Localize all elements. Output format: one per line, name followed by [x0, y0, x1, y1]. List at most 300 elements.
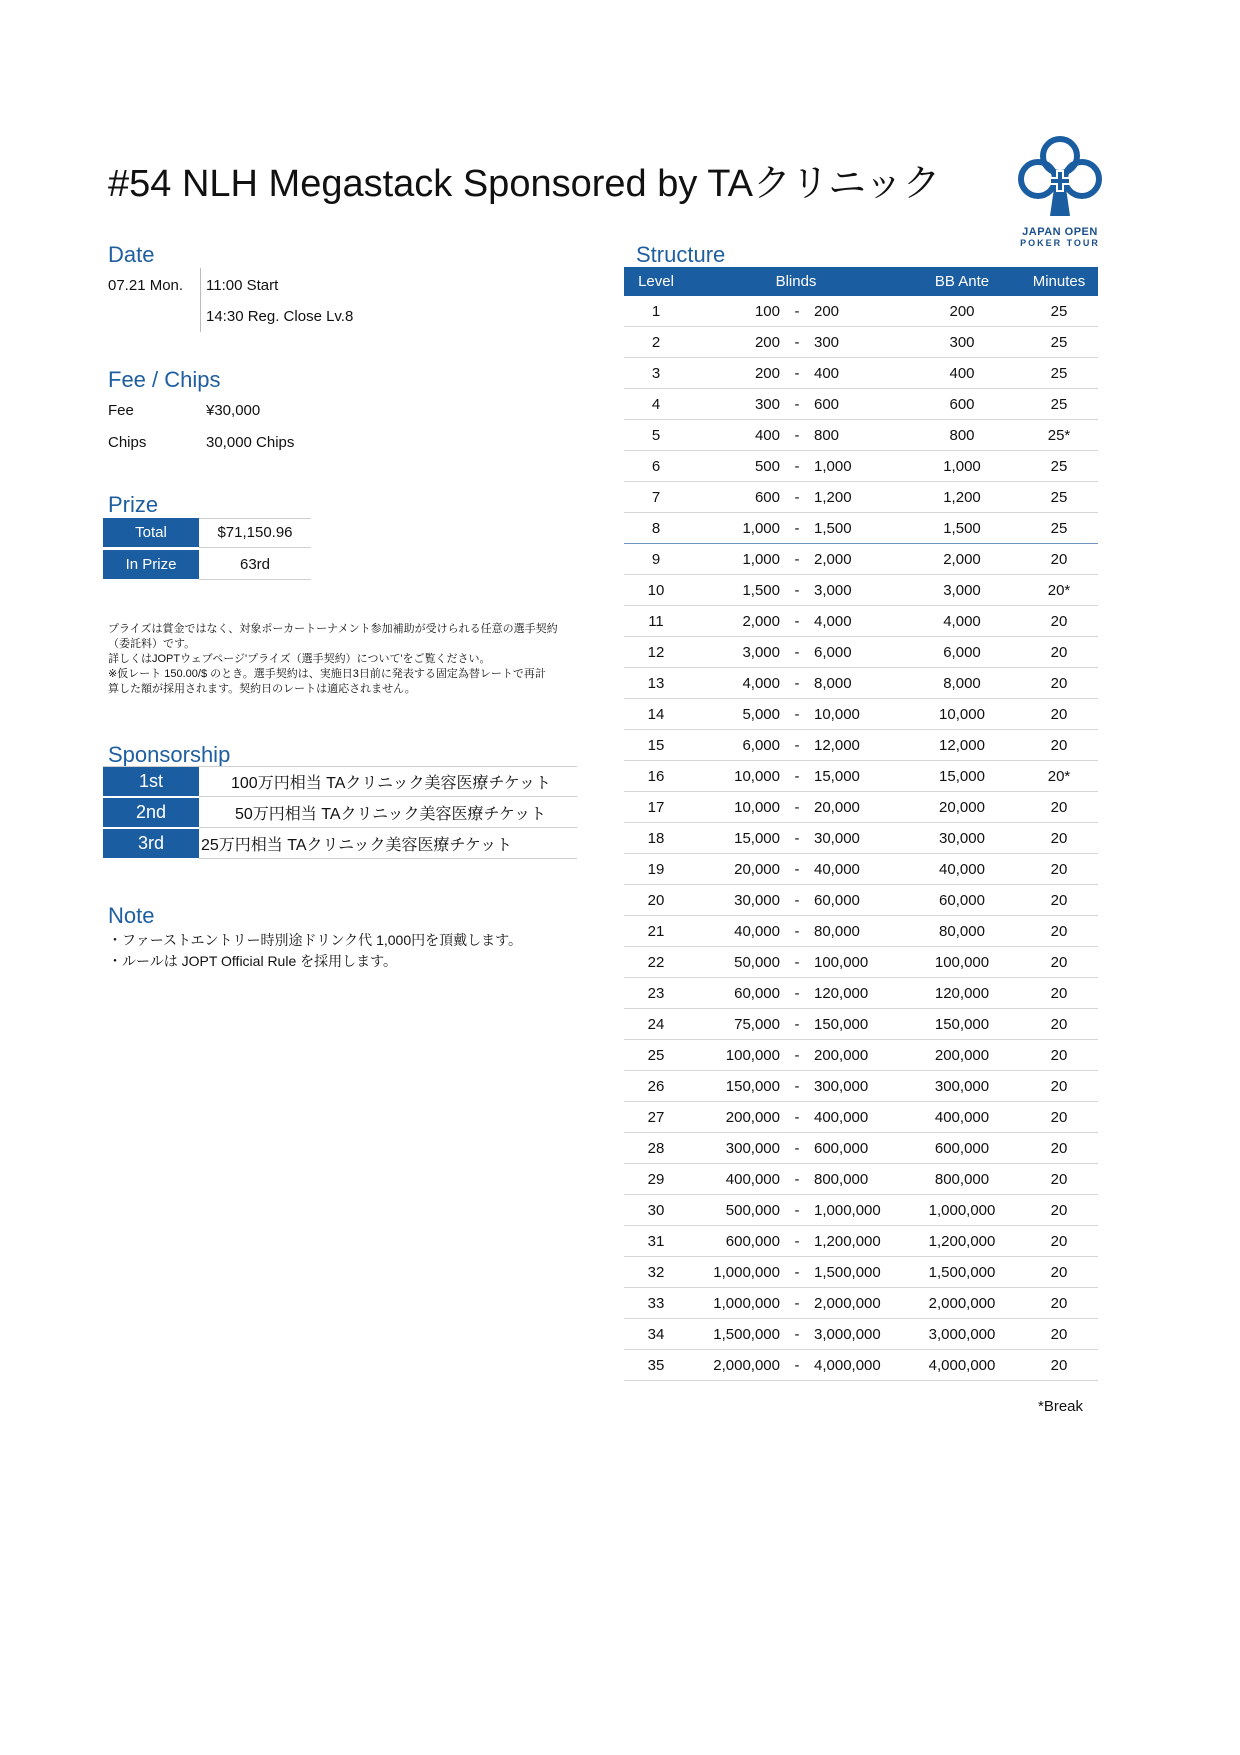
bb-ante-cell: 400,000: [934, 1108, 990, 1126]
big-blind: 60,000: [814, 891, 860, 909]
blinds-dash: -: [794, 1077, 800, 1095]
level-cell: 35: [647, 1356, 665, 1374]
header-minutes: Minutes: [1032, 273, 1086, 290]
level-cell: 25: [647, 1046, 665, 1064]
structure-row: [624, 1071, 1098, 1102]
small-blind: 4,000: [742, 674, 780, 692]
big-blind: 6,000: [814, 643, 852, 661]
blinds-cell: [688, 737, 904, 754]
minutes-cell: 20: [1050, 1170, 1068, 1188]
blinds-dash: -: [794, 829, 800, 847]
note-heading: Note: [108, 903, 155, 928]
minutes-cell: 20: [1050, 736, 1068, 754]
sponsorship-row: [103, 767, 577, 797]
small-blind: 20,000: [734, 860, 780, 878]
minutes-cell: 20: [1050, 1108, 1068, 1126]
structure-row: [624, 451, 1098, 482]
level-cell: 33: [647, 1294, 665, 1312]
blinds-cell: [688, 1202, 904, 1219]
header-level: Level: [638, 273, 674, 290]
minutes-cell: 20: [1050, 1325, 1068, 1343]
structure-row: [624, 327, 1098, 358]
prize-note-line: （委託料）です。: [108, 638, 196, 650]
minutes-cell: 20*: [1047, 581, 1071, 599]
bb-ante-cell: 4,000,000: [928, 1356, 996, 1374]
blinds-cell: [688, 1264, 904, 1281]
big-blind: 15,000: [814, 767, 860, 785]
blinds-cell: [688, 396, 904, 413]
blinds-dash: -: [794, 1294, 800, 1312]
blinds-cell: [688, 1233, 904, 1250]
blinds-dash: -: [794, 705, 800, 723]
structure-header-row: [624, 267, 1098, 296]
small-blind: 5,000: [742, 705, 780, 723]
blinds-dash: -: [794, 395, 800, 413]
small-blind: 2,000,000: [713, 1356, 780, 1374]
big-blind: 80,000: [814, 922, 860, 940]
blinds-dash: -: [794, 1015, 800, 1033]
blinds-cell: [688, 1109, 904, 1126]
blinds-cell: [688, 520, 904, 537]
bb-ante-cell: 30,000: [939, 829, 985, 847]
level-cell: 30: [647, 1201, 665, 1219]
blinds-dash: -: [794, 984, 800, 1002]
level-cell: 28: [647, 1139, 665, 1157]
minutes-cell: 20: [1050, 953, 1068, 971]
level-cell: 8: [651, 519, 661, 537]
big-blind: 100,000: [814, 953, 869, 971]
structure-row: [624, 1257, 1098, 1288]
bb-ante-cell: 8,000: [943, 674, 981, 692]
sponsorship-place: 3rd: [103, 829, 199, 859]
blinds-dash: -: [794, 364, 800, 382]
bb-ante-cell: 200,000: [934, 1046, 990, 1064]
prize-note: [108, 622, 558, 697]
minutes-cell: 20: [1050, 1294, 1068, 1312]
level-cell: 5: [651, 426, 661, 444]
break-note: *Break: [1038, 1398, 1084, 1415]
minutes-cell: 20: [1050, 1046, 1068, 1064]
big-blind: 200,000: [814, 1046, 869, 1064]
minutes-cell: 25: [1050, 519, 1068, 537]
small-blind: 300: [754, 395, 780, 413]
big-blind: 300,000: [814, 1077, 869, 1095]
small-blind: 200: [754, 333, 780, 351]
big-blind: 4,000: [814, 612, 852, 630]
small-blind: 300,000: [725, 1139, 780, 1157]
big-blind: 400: [814, 364, 840, 382]
level-cell: 6: [651, 457, 661, 475]
blinds-dash: -: [794, 612, 800, 630]
blinds-dash: -: [794, 1108, 800, 1126]
small-blind: 500,000: [725, 1201, 780, 1219]
structure-row: [624, 668, 1098, 699]
level-cell: 27: [647, 1108, 665, 1126]
small-blind: 50,000: [734, 953, 780, 971]
header-blinds: Blinds: [775, 273, 817, 290]
small-blind: 1,000,000: [713, 1263, 780, 1281]
logo-line1: JAPAN OPEN: [1022, 226, 1098, 238]
big-blind: 600: [814, 395, 840, 413]
minutes-cell: 25: [1050, 364, 1068, 382]
bb-ante-cell: 800,000: [934, 1170, 990, 1188]
prize-note-line: 詳しくはJOPTウェブページ'プライズ（選手契約）について'をご覧ください。: [108, 653, 491, 665]
structure-row: [624, 606, 1098, 637]
minutes-cell: 20: [1050, 1263, 1068, 1281]
minutes-cell: 20: [1050, 1077, 1068, 1095]
bb-ante-cell: 1,000,000: [928, 1201, 996, 1219]
minutes-cell: 20: [1050, 612, 1068, 630]
big-blind: 2,000,000: [814, 1294, 881, 1312]
minutes-cell: 20: [1050, 1139, 1068, 1157]
big-blind: 120,000: [814, 984, 869, 1002]
structure-row: [624, 358, 1098, 389]
prize-note-line: ※仮レート 150.00/$ のとき。選手契約は、実施日3日前に発表する固定為替レートで再計: [108, 668, 546, 680]
bb-ante-cell: 20,000: [939, 798, 985, 816]
blinds-cell: [688, 365, 904, 382]
sponsorship-prize: 100万円相当 TAクリニック美容医療チケット: [199, 767, 577, 797]
big-blind: 2,000: [814, 550, 852, 568]
big-blind: 10,000: [814, 705, 860, 723]
prize-row-total: [103, 518, 311, 548]
structure-row: [624, 792, 1098, 823]
blinds-dash: -: [794, 674, 800, 692]
structure-row: [624, 978, 1098, 1009]
small-blind: 10,000: [734, 767, 780, 785]
bb-ante-cell: 300: [949, 333, 975, 351]
level-cell: 32: [647, 1263, 665, 1281]
level-cell: 1: [651, 302, 661, 320]
structure-heading: Structure: [636, 242, 726, 267]
blinds-cell: [688, 799, 904, 816]
sponsorship-table: [103, 766, 577, 860]
big-blind: 1,000,000: [814, 1201, 881, 1219]
big-blind: 300: [814, 333, 840, 351]
big-blind: 20,000: [814, 798, 860, 816]
level-cell: 12: [647, 643, 665, 661]
blinds-cell: [688, 613, 904, 630]
small-blind: 400,000: [725, 1170, 780, 1188]
minutes-cell: 20: [1050, 829, 1068, 847]
minutes-cell: 20*: [1047, 767, 1071, 785]
blinds-dash: -: [794, 767, 800, 785]
small-blind: 6,000: [742, 736, 780, 754]
structure-row: [624, 1164, 1098, 1195]
blinds-cell: [688, 1078, 904, 1095]
bb-ante-cell: 4,000: [943, 612, 981, 630]
small-blind: 60,000: [734, 984, 780, 1002]
header-bb-ante: BB Ante: [934, 273, 990, 290]
big-blind: 3,000,000: [814, 1325, 881, 1343]
minutes-cell: 25: [1050, 457, 1068, 475]
blinds-dash: -: [794, 550, 800, 568]
minutes-cell: 20: [1050, 860, 1068, 878]
big-blind: 400,000: [814, 1108, 869, 1126]
level-cell: 20: [647, 891, 665, 909]
minutes-cell: 25: [1050, 488, 1068, 506]
big-blind: 800: [814, 426, 840, 444]
small-blind: 3,000: [742, 643, 780, 661]
sponsorship-row: [103, 798, 577, 828]
bb-ante-cell: 400: [949, 364, 975, 382]
minutes-cell: 20: [1050, 922, 1068, 940]
small-blind: 1,000: [742, 519, 780, 537]
blinds-cell: [688, 489, 904, 506]
level-cell: 29: [647, 1170, 665, 1188]
chips-label: Chips: [108, 434, 147, 451]
structure-row: [624, 1350, 1098, 1381]
minutes-cell: 20: [1050, 1015, 1068, 1033]
blinds-dash: -: [794, 302, 800, 320]
fee-heading: Fee / Chips: [108, 367, 221, 392]
prize-row-in-prize: [103, 550, 311, 580]
bb-ante-cell: 80,000: [939, 922, 985, 940]
bb-ante-cell: 100,000: [934, 953, 990, 971]
bb-ante-cell: 300,000: [934, 1077, 990, 1095]
reg-close: 14:30 Reg. Close Lv.8: [206, 308, 354, 325]
bb-ante-cell: 2,000: [943, 550, 981, 568]
level-cell: 19: [647, 860, 665, 878]
blinds-cell: [688, 892, 904, 909]
sponsorship-heading: Sponsorship: [108, 742, 231, 767]
blinds-cell: [688, 1047, 904, 1064]
blinds-dash: -: [794, 1201, 800, 1219]
blinds-cell: [688, 303, 904, 320]
sponsorship-prize: 50万円相当 TAクリニック美容医療チケット: [199, 798, 577, 828]
bb-ante-cell: 15,000: [939, 767, 985, 785]
structure-row: [624, 1288, 1098, 1319]
structure-row: [624, 420, 1098, 451]
bb-ante-cell: 200: [949, 302, 975, 320]
blinds-cell: [688, 1295, 904, 1312]
prize-note-line: プライズは賞金ではなく、対象ポーカートーナメント参加補助が受けられる任意の選手契約: [108, 623, 558, 635]
club-logo-icon: [1010, 136, 1110, 226]
small-blind: 10,000: [734, 798, 780, 816]
bb-ante-cell: 3,000: [943, 581, 981, 599]
small-blind: 1,500: [742, 581, 780, 599]
blinds-dash: -: [794, 1356, 800, 1374]
big-blind: 4,000,000: [814, 1356, 881, 1374]
blinds-cell: [688, 1357, 904, 1374]
bb-ante-cell: 60,000: [939, 891, 985, 909]
level-cell: 9: [651, 550, 661, 568]
minutes-cell: 25: [1050, 333, 1068, 351]
level-cell: 16: [647, 767, 665, 785]
structure-row: [624, 1133, 1098, 1164]
minutes-cell: 25: [1050, 302, 1068, 320]
prize-note-line: 算した額が採用されます。契約日のレートは適応されません。: [108, 683, 416, 695]
blinds-cell: [688, 768, 904, 785]
bb-ante-cell: 6,000: [943, 643, 981, 661]
blinds-dash: -: [794, 488, 800, 506]
blinds-dash: -: [794, 426, 800, 444]
small-blind: 200,000: [725, 1108, 780, 1126]
jopt-logo: [1010, 136, 1110, 246]
small-blind: 100: [754, 302, 780, 320]
blinds-cell: [688, 582, 904, 599]
structure-row: [624, 1226, 1098, 1257]
prize-value: $71,150.96: [199, 518, 311, 548]
big-blind: 3,000: [814, 581, 852, 599]
bb-ante-cell: 40,000: [939, 860, 985, 878]
level-cell: 3: [651, 364, 661, 382]
structure-row: [624, 544, 1098, 575]
blinds-dash: -: [794, 953, 800, 971]
blinds-cell: [688, 985, 904, 1002]
bb-ante-cell: 1,200,000: [928, 1232, 996, 1250]
structure-row: [624, 730, 1098, 761]
big-blind: 12,000: [814, 736, 860, 754]
blinds-dash: -: [794, 860, 800, 878]
structure-table: [624, 267, 1098, 1381]
minutes-cell: 25*: [1047, 426, 1071, 444]
big-blind: 1,200: [814, 488, 852, 506]
structure-row: [624, 1040, 1098, 1071]
bb-ante-cell: 800: [949, 426, 975, 444]
level-cell: 24: [647, 1015, 665, 1033]
logo-line2: POKER TOUR: [1020, 238, 1100, 248]
blinds-dash: -: [794, 333, 800, 351]
level-cell: 31: [647, 1232, 665, 1250]
small-blind: 1,000,000: [713, 1294, 780, 1312]
small-blind: 75,000: [734, 1015, 780, 1033]
level-cell: 34: [647, 1325, 665, 1343]
big-blind: 30,000: [814, 829, 860, 847]
small-blind: 2,000: [742, 612, 780, 630]
level-cell: 22: [647, 953, 665, 971]
blinds-cell: [688, 675, 904, 692]
minutes-cell: 20: [1050, 550, 1068, 568]
small-blind: 30,000: [734, 891, 780, 909]
blinds-dash: -: [794, 457, 800, 475]
date-heading: Date: [108, 242, 155, 267]
minutes-cell: 20: [1050, 705, 1068, 723]
structure-body: [624, 296, 1098, 1381]
note-line: ・ファーストエントリー時別途ドリンク代 1,000円を頂戴します。: [108, 932, 522, 948]
level-cell: 4: [651, 395, 661, 413]
minutes-cell: 20: [1050, 643, 1068, 661]
level-cell: 26: [647, 1077, 665, 1095]
structure-row: [624, 575, 1098, 606]
blinds-cell: [688, 644, 904, 661]
fee-value: ¥30,000: [206, 402, 261, 419]
small-blind: 400: [754, 426, 780, 444]
blinds-dash: -: [794, 798, 800, 816]
blinds-cell: [688, 427, 904, 444]
structure-row: [624, 296, 1098, 327]
blinds-cell: [688, 861, 904, 878]
blinds-cell: [688, 923, 904, 940]
page-title: #54 NLH Megastack Sponsored by TAクリニック: [108, 163, 941, 205]
blinds-dash: -: [794, 1139, 800, 1157]
blinds-cell: [688, 954, 904, 971]
blinds-cell: [688, 551, 904, 568]
level-cell: 15: [647, 736, 665, 754]
minutes-cell: 20: [1050, 1356, 1068, 1374]
start-time: 11:00 Start: [206, 277, 279, 294]
small-blind: 150,000: [725, 1077, 780, 1095]
blinds-cell: [688, 1326, 904, 1343]
big-blind: 8,000: [814, 674, 852, 692]
date-divider: [200, 268, 201, 332]
blinds-dash: -: [794, 1263, 800, 1281]
level-cell: 10: [647, 581, 665, 599]
big-blind: 40,000: [814, 860, 860, 878]
structure-row: [624, 699, 1098, 730]
blinds-cell: [688, 1016, 904, 1033]
blinds-dash: -: [794, 922, 800, 940]
big-blind: 200: [814, 302, 840, 320]
blinds-cell: [688, 830, 904, 847]
blinds-dash: -: [794, 1046, 800, 1064]
level-cell: 13: [647, 674, 665, 692]
small-blind: 1,500,000: [713, 1325, 780, 1343]
blinds-cell: [688, 706, 904, 723]
bb-ante-cell: 600,000: [934, 1139, 990, 1157]
note-line: ・ルールは JOPT Official Rule を採用します。: [108, 953, 398, 969]
big-blind: 1,200,000: [814, 1232, 881, 1250]
blinds-cell: [688, 458, 904, 475]
structure-row: [624, 1102, 1098, 1133]
bb-ante-cell: 3,000,000: [928, 1325, 996, 1343]
blinds-cell: [688, 1171, 904, 1188]
level-cell: 7: [651, 488, 661, 506]
small-blind: 600,000: [725, 1232, 780, 1250]
bb-ante-cell: 2,000,000: [928, 1294, 996, 1312]
small-blind: 100,000: [725, 1046, 780, 1064]
blinds-dash: -: [794, 581, 800, 599]
note-list: [108, 930, 522, 972]
level-cell: 14: [647, 705, 665, 723]
structure-row: [624, 1319, 1098, 1350]
level-cell: 23: [647, 984, 665, 1002]
blinds-dash: -: [794, 736, 800, 754]
bb-ante-cell: 120,000: [934, 984, 990, 1002]
small-blind: 15,000: [734, 829, 780, 847]
date-day: 07.21 Mon.: [108, 277, 184, 294]
minutes-cell: 20: [1050, 984, 1068, 1002]
bb-ante-cell: 150,000: [934, 1015, 990, 1033]
blinds-dash: -: [794, 519, 800, 537]
structure-row: [624, 916, 1098, 947]
minutes-cell: 20: [1050, 891, 1068, 909]
big-blind: 1,500,000: [814, 1263, 881, 1281]
structure-row: [624, 1009, 1098, 1040]
structure-row: [624, 482, 1098, 513]
minutes-cell: 20: [1050, 1201, 1068, 1219]
sponsorship-place: 1st: [103, 767, 199, 797]
level-cell: 18: [647, 829, 665, 847]
big-blind: 600,000: [814, 1139, 869, 1157]
structure-row: [624, 885, 1098, 916]
structure-row: [624, 1195, 1098, 1226]
structure-row: [624, 823, 1098, 854]
prize-table: [103, 518, 311, 582]
structure-row: [624, 637, 1098, 668]
blinds-cell: [688, 334, 904, 351]
sponsorship-row: [103, 829, 577, 859]
blinds-dash: -: [794, 891, 800, 909]
big-blind: 800,000: [814, 1170, 869, 1188]
bb-ante-cell: 1,500: [943, 519, 981, 537]
bb-ante-cell: 600: [949, 395, 975, 413]
level-cell: 11: [648, 612, 664, 630]
structure-row: [624, 854, 1098, 885]
sponsorship-place: 2nd: [103, 798, 199, 828]
sponsorship-prize: 25万円相当 TAクリニック美容医療チケット: [199, 829, 577, 859]
level-cell: 21: [647, 922, 665, 940]
chips-value: 30,000 Chips: [206, 434, 295, 451]
